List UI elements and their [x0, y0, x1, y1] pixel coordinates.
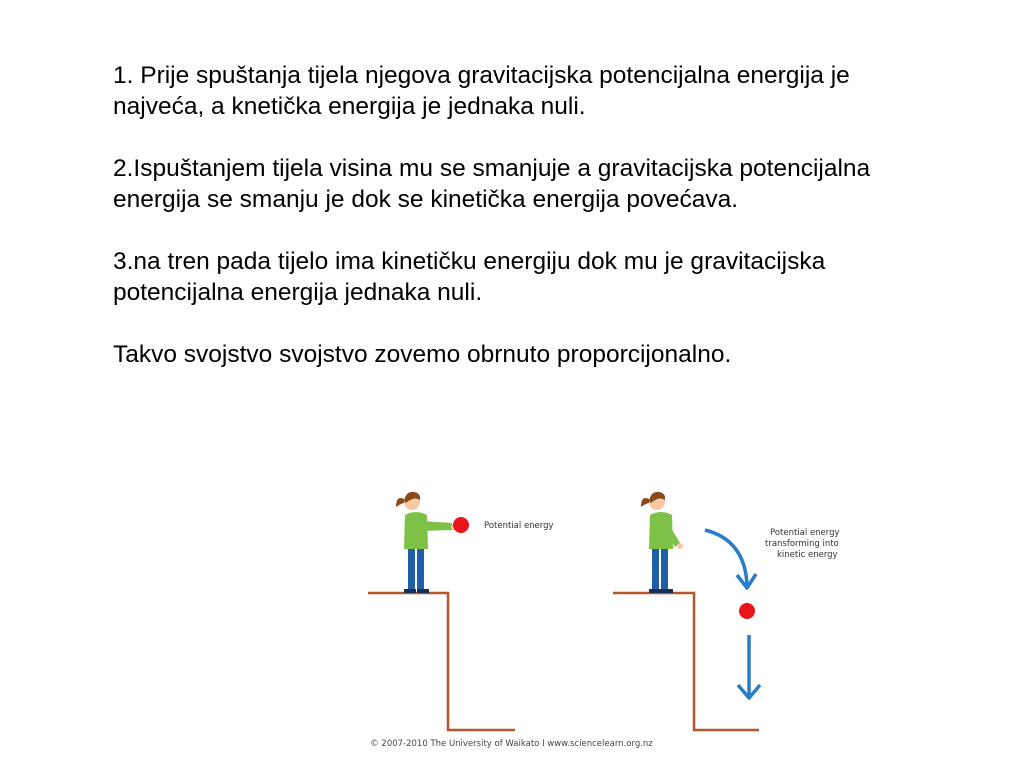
- right-ledge: [613, 593, 759, 730]
- paragraph-4: Takvo svojstvo svojstvo zovemo obrnuto proporcijonalno.: [113, 341, 732, 368]
- right-label-line-2: transforming into: [765, 539, 839, 549]
- slide-text: [113, 60, 893, 370]
- paragraph-3: 3.na tren pada tijelo ima kinetičku energiju dok mu je gravitacijska potencijalna energija jednaka nuli.: [113, 248, 826, 306]
- ball-icon: [453, 517, 469, 533]
- energy-illustration: [300, 485, 900, 755]
- falling-ball-icon: [739, 603, 755, 619]
- girl-released-ball-icon: [641, 492, 683, 593]
- paragraph-1: 1. Prije spuštanja tijela njegova gravitacijska potencijalna energija je najveća, a knetička energija je jednaka nuli.: [113, 62, 850, 120]
- copyright-notice: © 2007-2010 The University of Waikato I www.sciencelearn.org.nz: [370, 739, 653, 749]
- right-label-line-1: Potential energy: [770, 528, 840, 538]
- down-arrow-icon: [738, 635, 760, 698]
- left-label: Potential energy: [484, 521, 554, 531]
- left-ledge: [368, 593, 515, 730]
- curved-arrow-icon: [705, 530, 756, 588]
- girl-holding-ball-icon: [396, 492, 457, 593]
- paragraph-2: 2.Ispuštanjem tijela visina mu se smanjuje a gravitacijska potencijalna energija se smanju je dok se kinetička energija povećava.: [113, 155, 871, 213]
- right-label-line-3: kinetic energy: [777, 550, 838, 560]
- right-scene: [613, 492, 840, 730]
- left-scene: [368, 492, 554, 730]
